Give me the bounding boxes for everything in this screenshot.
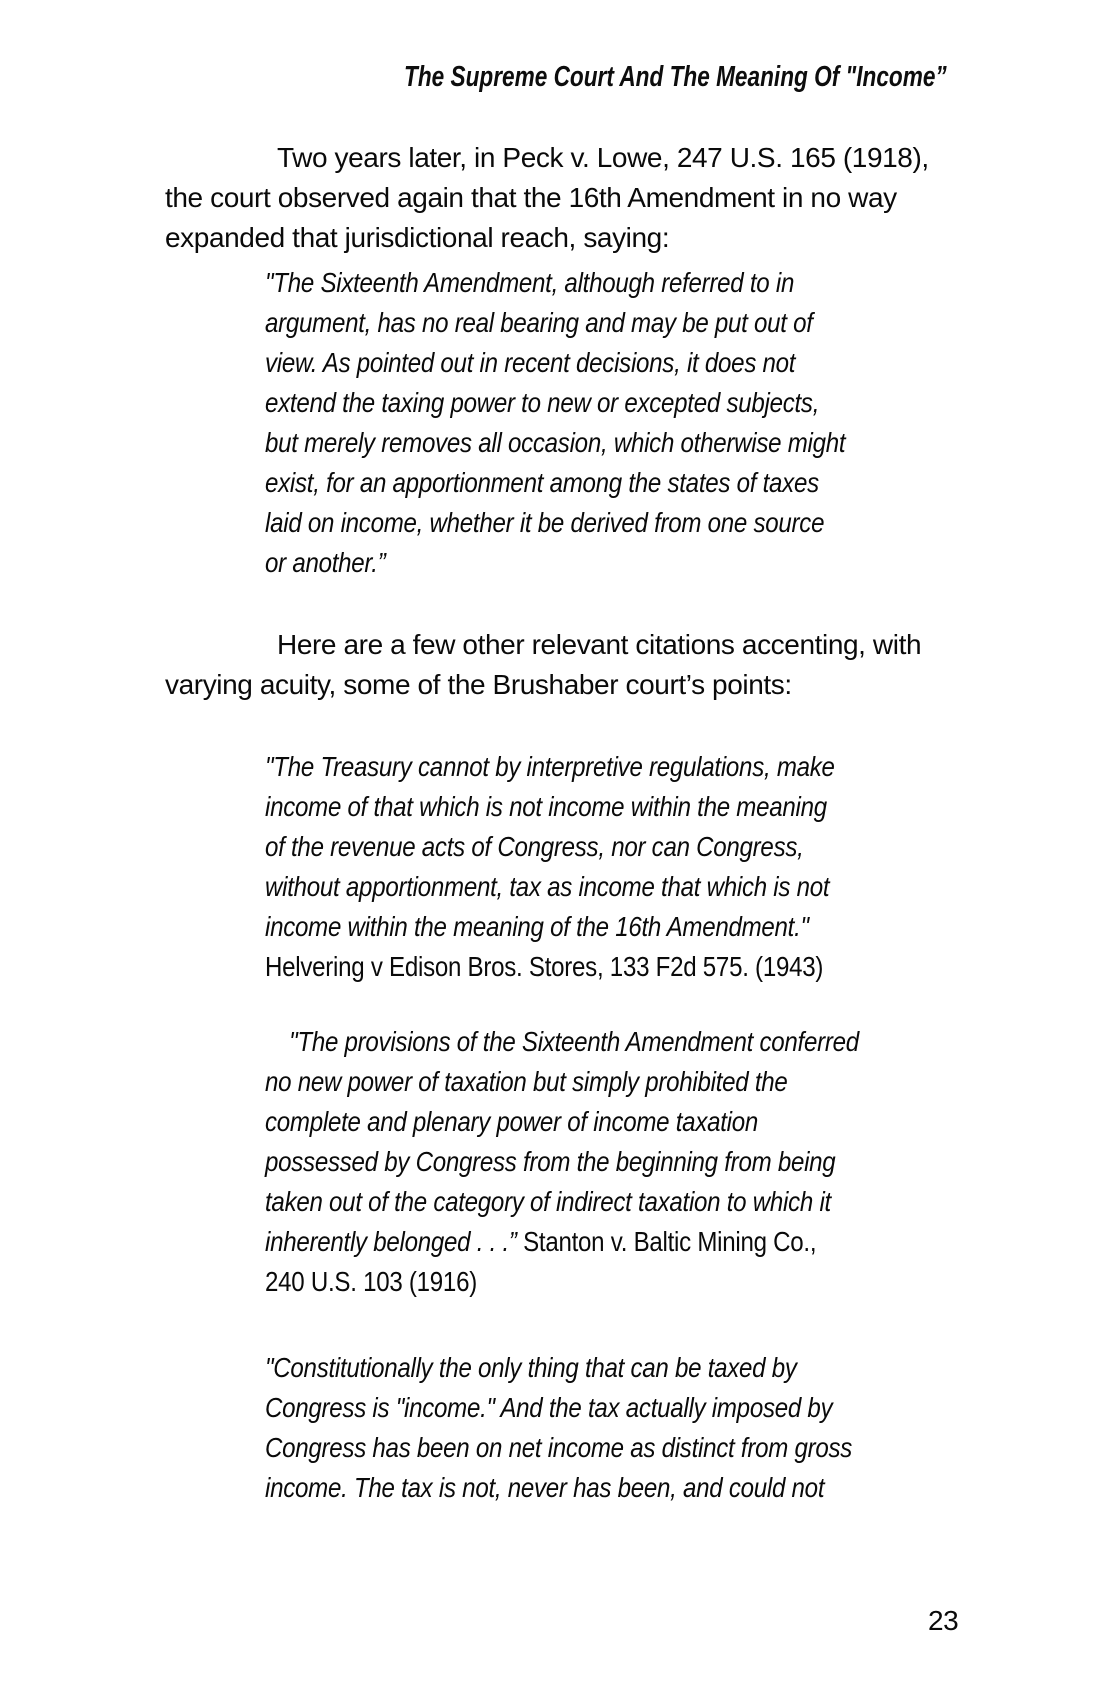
body-text: view. As pointed out in recent decisions, it does not (265, 347, 796, 378)
body-text: laid on income, whether it be derived from one source (265, 507, 825, 538)
body-text: no new power of taxation but simply prohibited the (265, 1066, 788, 1097)
body-text: income. The tax is not, never has been, and could not (265, 1472, 825, 1503)
body-text: of the revenue acts of Congress, nor can Congress, (265, 831, 804, 862)
body-text: exist, for an apportionment among the states of taxes (265, 467, 819, 498)
body-text: but merely removes all occasion, which otherwise might (265, 427, 846, 458)
citation-text: 240 U.S. 103 (1916) (265, 1266, 477, 1297)
body-text: argument, has no real bearing and may be put out of (265, 307, 813, 338)
body-text: "Constitutionally the only thing that can be taxed by (265, 1352, 797, 1383)
body-text: varying acuity, some of the Brushaber court’s points: (165, 669, 792, 700)
body-text: taken out of the category of indirect taxation to which it (265, 1186, 831, 1217)
body-text: the court observed again that the 16th Amendment in no way (165, 182, 897, 213)
body-text: income of that which is not income within the meaning (265, 791, 827, 822)
blockquote-stanton (265, 1022, 859, 1302)
body-text: "The Treasury cannot by interpretive regulations, make (265, 751, 835, 782)
blockquote-helvering (265, 747, 835, 987)
citation-text: Stanton v. Baltic Mining Co., (523, 1226, 817, 1257)
body-text: Two years later, in Peck v. Lowe, 247 U.S. 165 (1918), (277, 142, 929, 173)
body-text: Congress has been on net income as distinct from gross (265, 1432, 853, 1463)
body-text: income within the meaning of the 16th Amendment." (265, 911, 809, 942)
page-number: 23 (928, 1605, 959, 1636)
blockquote-sixteenth-amendment (265, 263, 845, 583)
blockquote-constitutionally (265, 1348, 852, 1508)
body-text: "The provisions of the Sixteenth Amendment conferred (289, 1026, 859, 1057)
body-text: Congress is "income." And the tax actually imposed by (265, 1392, 833, 1423)
body-text: possessed by Congress from the beginning from being (265, 1146, 836, 1177)
body-text: Here are a few other relevant citations accenting, with (277, 629, 922, 660)
citation-text: Helvering v Edison Bros. Stores, 133 F2d 575. (1943) (265, 951, 824, 982)
page-title: The Supreme Court And The Meaning Of "Income” (404, 61, 947, 93)
body-text: inherently belonged . . .” (265, 1226, 524, 1257)
body-text: complete and plenary power of income taxation (265, 1106, 759, 1137)
body-text: extend the taxing power to new or excepted subjects, (265, 387, 820, 418)
paragraph-citations-intro (165, 625, 921, 705)
body-text: without apportionment, tax as income that which is not (265, 871, 830, 902)
body-text: "The Sixteenth Amendment, although referred to in (265, 267, 795, 298)
body-text: expanded that jurisdictional reach, saying: (165, 222, 670, 253)
paragraph-peck-v-lowe (165, 138, 929, 258)
body-text: or another.” (265, 547, 386, 578)
